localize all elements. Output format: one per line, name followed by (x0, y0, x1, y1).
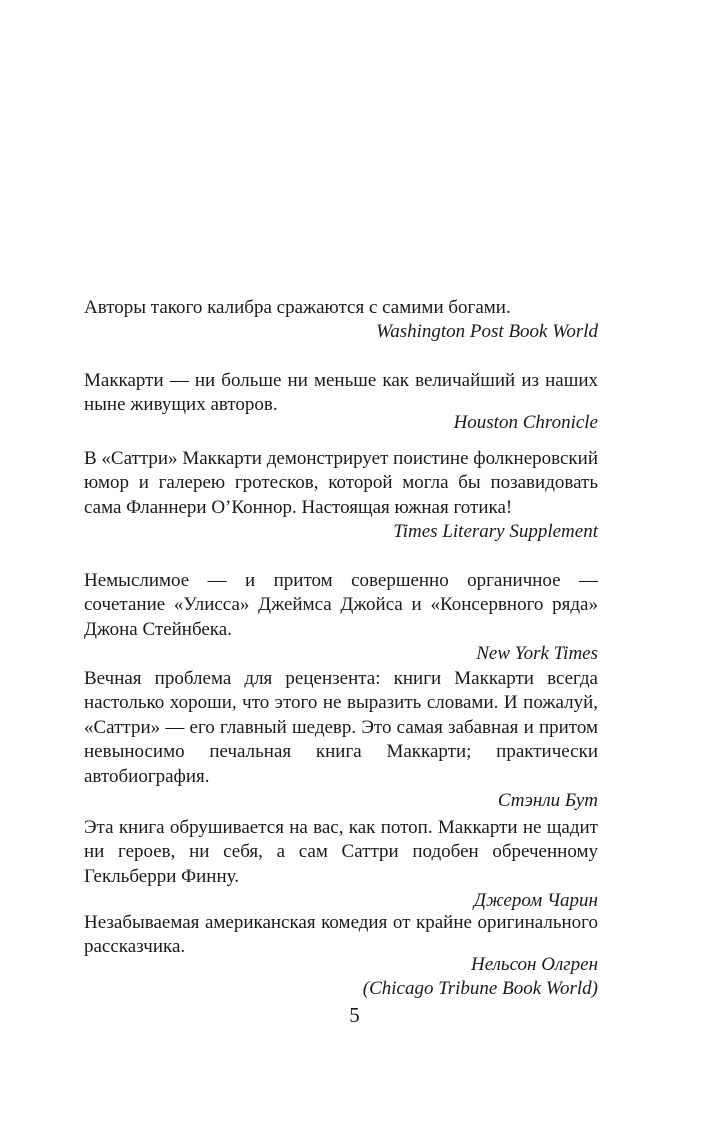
quote-5 (84, 667, 598, 813)
quote-source: New York Times (476, 643, 598, 665)
quote-source: Джером Чарин (473, 890, 598, 912)
quote-4 (84, 569, 598, 667)
page-number: 5 (349, 1003, 360, 1027)
quote-text: В «Саттри» Маккарти демонстрирует поистине фолкнеровский юмор и галерею гротесков, которой могла бы позавидовать сама Фланнери О’Коннор. Настоящая южная готика! (84, 448, 598, 518)
quote-source: Washington Post Book World (376, 321, 598, 343)
quote-6 (84, 816, 598, 914)
quote-text: Немыслимое — и притом совершенно органичное — сочетание «Улисса» Джеймса Джойса и «Консервного ряда» Джона Стейнбека. (84, 570, 598, 640)
quote-source: Стэнли Бут (497, 790, 598, 812)
quote-1 (84, 296, 598, 345)
quote-source-publication: (Chicago Tribune Book World) (362, 978, 598, 1000)
quote-source: Times Literary Supplement (393, 521, 598, 543)
quote-text: Незабываемая американская комедия от крайне оригинального рассказчика. (84, 912, 598, 958)
quote-text: Авторы такого калибра сражаются с самими богами. (84, 297, 511, 318)
quote-source: Нельсон Олгрен (470, 953, 598, 975)
quote-7 (84, 911, 598, 1002)
quote-text: Вечная проблема для рецензента: книги Маккарти всегда настолько хороши, что этого не выразить словами. И пожалуй, «Саттри» — его главный шедевр. Это самая забавная и притом невыносимо печальная книга Маккарти; практически автобиография. (84, 668, 598, 787)
quote-text: Эта книга обрушивается на вас, как потоп. Маккарти не щадит ни героев, ни себя, а сам Саттри подобен обреченному Гекльберри Финну. (84, 817, 598, 887)
quote-3 (84, 447, 598, 545)
quote-2 (84, 369, 598, 435)
quote-source: Houston Chronicle (453, 411, 598, 433)
quote-text: Маккарти — ни больше ни меньше как величайший из наших ныне живущих авторов. (84, 370, 598, 416)
